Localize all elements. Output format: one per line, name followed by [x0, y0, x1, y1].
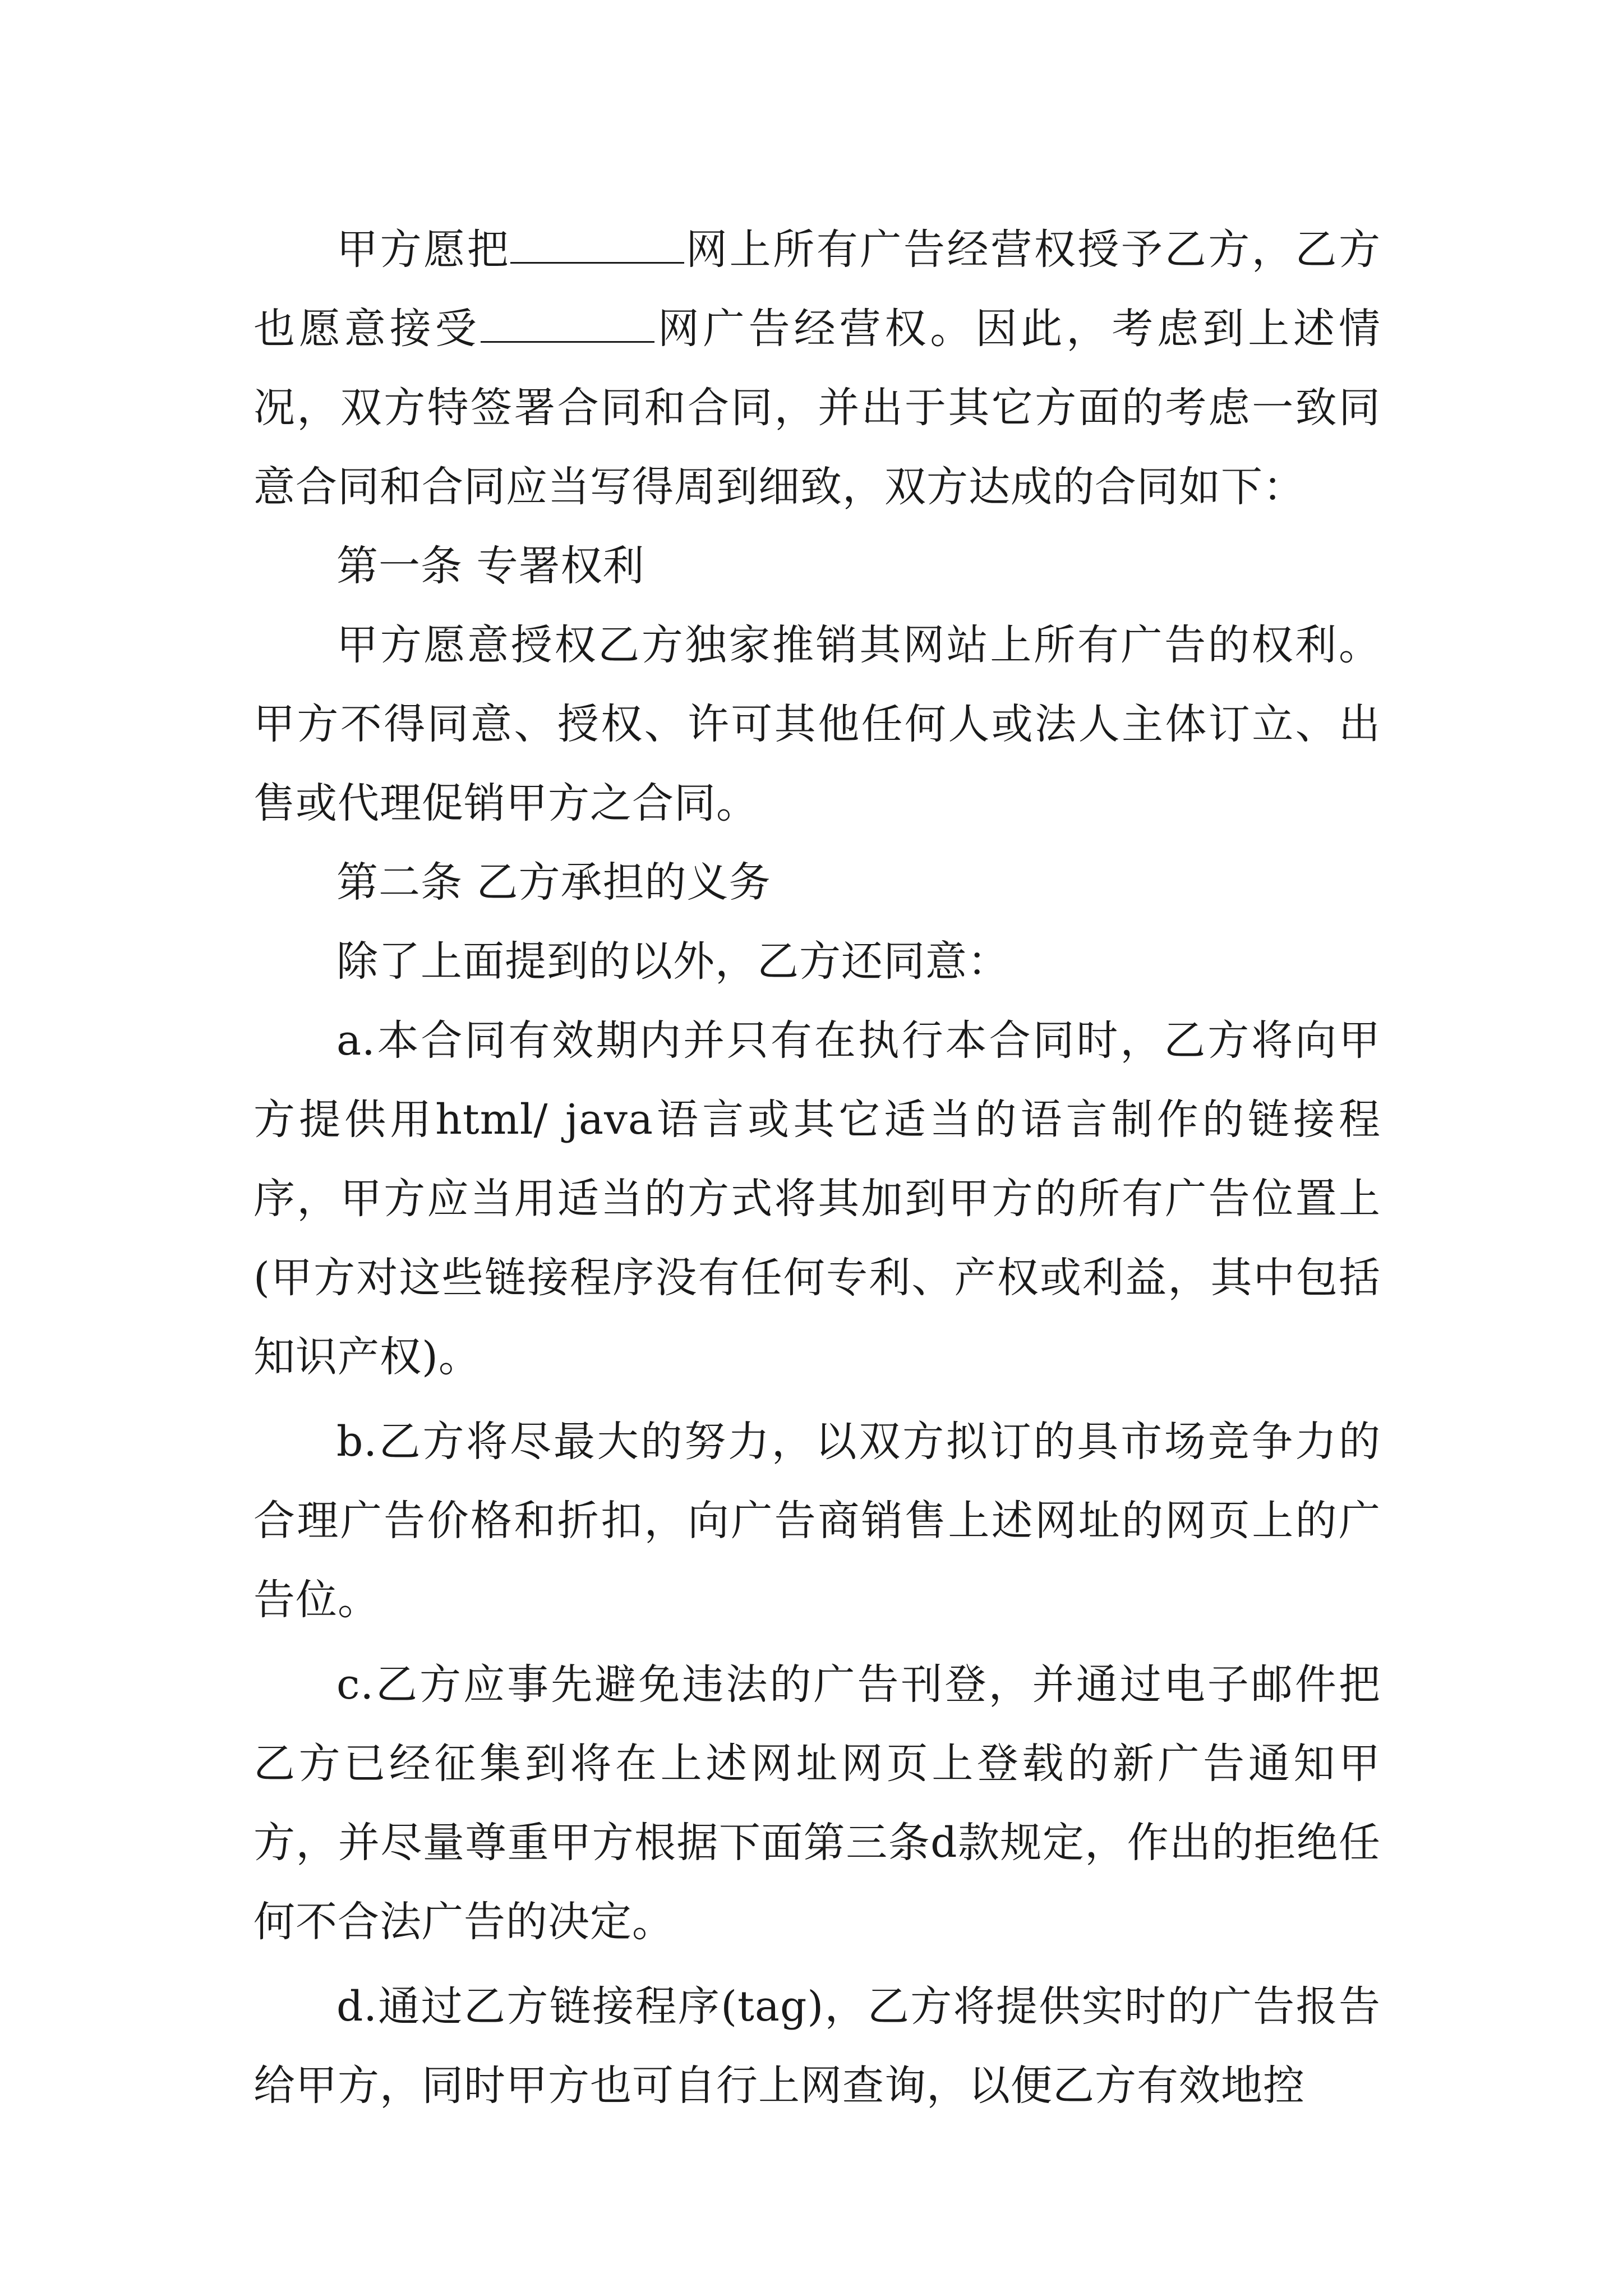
- blank-line-1: [510, 220, 684, 264]
- clause-d: d.通过乙方链接程序(tag)，乙方将提供实时的广告报告给甲方，同时甲方也可自行上网查询，以便乙方有效地控: [253, 1982, 1381, 2110]
- article-1-body: 甲方愿意授权乙方独家推销其网站上所有广告的权利。甲方不得同意、授权、许可其他任何人或法人主体订立、出售或代理促销甲方之合同。: [253, 621, 1381, 827]
- intro-text-3: 网广告经营权。因此，考虑到上述情况，双方特签署合同和合同，并出于其它方面的考虑一致同意合同和合同应当写得周到细致，双方达成的合同如下：: [253, 305, 1381, 511]
- clause-c: c.乙方应事先避免违法的广告刊登，并通过电子邮件把乙方已经征集到将在上述网址网页上登载的新广告通知甲方，并尽量尊重甲方根据下面第三条d款规定，作出的拒绝任何不合法广告的决定。: [253, 1660, 1381, 1946]
- intro-paragraph: [253, 210, 1381, 527]
- blank-line-2: [481, 300, 654, 343]
- intro-text-1: 甲方愿把: [336, 226, 511, 274]
- clause-a: a.本合同有效期内并只有在执行本合同时，乙方将向甲方提供用html/ java语言或其它适当的语言制作的链接程序，甲方应当用适当的方式将其加到甲方的所有广告位置上(甲方对这些链接程序没有任何专利、产权或利益，其中包括知识产权)。: [253, 1016, 1381, 1381]
- clause-b: b.乙方将尽最大的努力，以双方拟订的具市场竞争力的合理广告价格和折扣，向广告商销售上述网址的网页上的广告位。: [253, 1418, 1381, 1624]
- contract-body: [253, 210, 1381, 2125]
- article-2-heading: 第二条 乙方承担的义务: [336, 858, 771, 907]
- intro-text-2: 网上所有广告经营权授予乙方，乙方也愿意接受: [253, 226, 1381, 353]
- article-1-heading: 第一条 专署权利: [336, 542, 645, 590]
- article-2-intro: 除了上面提到的以外，乙方还同意：: [336, 937, 1009, 986]
